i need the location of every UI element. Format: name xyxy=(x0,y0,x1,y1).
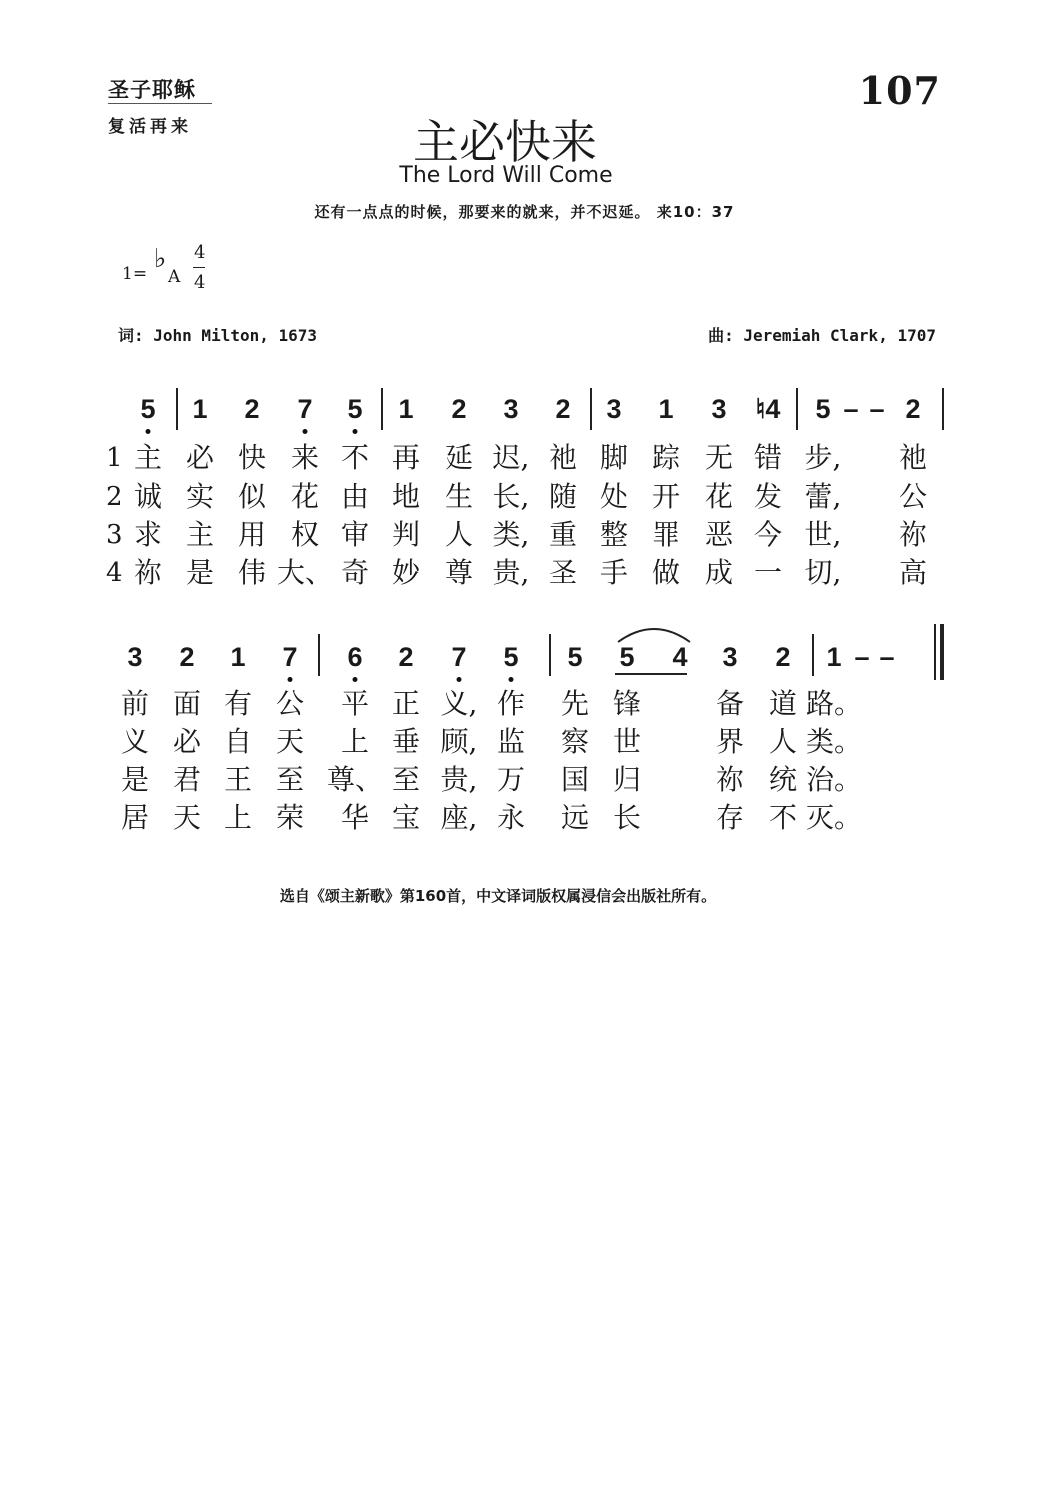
jianpu-note: 3 xyxy=(711,394,727,424)
lyric-char: 道 xyxy=(768,687,798,720)
jianpu-note: 1 xyxy=(658,394,674,424)
lyric-char: 必 xyxy=(172,725,202,758)
octave-dot-below xyxy=(146,429,151,434)
jianpu-note: 5 xyxy=(347,394,363,424)
lyric-char: 贵, xyxy=(492,556,530,589)
jianpu-note: 6 xyxy=(347,642,363,672)
lyric-char: 人 xyxy=(444,518,474,551)
lyric-char: 灭。 xyxy=(805,801,863,834)
lyric-char: 面 xyxy=(172,687,202,720)
lyric-char: 今 xyxy=(753,518,783,551)
lyric-char: 界 xyxy=(715,725,745,758)
lyricist-credit: 词: John Milton, 1673 xyxy=(118,326,318,345)
verse-number: 1 xyxy=(106,443,123,473)
eighth-note-underline xyxy=(615,673,687,675)
lyric-char: 垂 xyxy=(391,725,421,758)
jianpu-note: 4 xyxy=(672,642,688,672)
section-title: 圣子耶稣 xyxy=(108,77,196,102)
lyric-char: 义, xyxy=(440,687,478,720)
jianpu-note: 1 xyxy=(230,642,246,672)
lyric-char: 诚 xyxy=(133,480,163,513)
lyric-char: 随 xyxy=(548,480,578,513)
lyric-char: 先 xyxy=(560,687,590,720)
lyric-char: 生 xyxy=(444,480,474,513)
jianpu-note: 1 xyxy=(398,394,414,424)
lyric-char: 是 xyxy=(185,556,215,589)
bar-line xyxy=(942,388,944,430)
final-bar-thin xyxy=(934,624,936,680)
lyric-char: 权 xyxy=(290,518,320,551)
lyric-char: 尊 xyxy=(444,556,474,589)
lyric-char: 自 xyxy=(223,725,253,758)
lyric-char: 治。 xyxy=(805,763,863,796)
lyric-char: 延 xyxy=(444,441,474,474)
lyric-char: 发 xyxy=(753,480,783,513)
jianpu-note: 3 xyxy=(127,642,143,672)
lyric-char: 是 xyxy=(120,763,150,796)
bar-line xyxy=(590,388,592,430)
lyric-char: 不 xyxy=(340,441,370,474)
lyric-char: 前 xyxy=(120,687,150,720)
lyric-char: 座, xyxy=(440,801,478,834)
section-subtitle: 复活再来 xyxy=(108,117,192,137)
flat-icon: ♭ xyxy=(154,244,167,274)
lyric-char: 正 xyxy=(391,687,421,720)
lyric-char: 人 xyxy=(768,725,798,758)
bar-line xyxy=(796,388,798,430)
lyric-char: 实 xyxy=(185,480,215,513)
lyric-char: 迟, xyxy=(492,441,530,474)
lyric-char: 王 xyxy=(223,763,253,796)
lyric-char: 至 xyxy=(391,763,421,796)
lyric-char: 锋 xyxy=(612,687,642,720)
lyric-char: 踪 xyxy=(651,441,681,474)
lyric-char: 整 xyxy=(599,518,629,551)
octave-dot-below xyxy=(303,429,308,434)
lyric-char: 归 xyxy=(612,763,642,796)
jianpu-note: 2 xyxy=(398,642,414,672)
lyric-char: 祢 xyxy=(715,763,745,796)
lyric-char: 错 xyxy=(753,441,783,474)
lyric-char: 备 xyxy=(715,687,745,720)
lyric-char: 切, xyxy=(804,556,842,589)
bar-line xyxy=(812,634,814,676)
lyric-char: 做 xyxy=(651,556,681,589)
jianpu-note: 7 xyxy=(282,642,298,672)
lyric-char: 作 xyxy=(496,687,526,720)
lyric-char: 恶 xyxy=(704,518,734,551)
lyric-char: 手 xyxy=(599,556,629,589)
lyric-char: 奇 xyxy=(340,556,370,589)
jianpu-note: 2 xyxy=(451,394,467,424)
lyric-char: 上 xyxy=(223,801,253,834)
verse-number: 4 xyxy=(106,558,123,588)
lyric-char: 伟 xyxy=(237,556,267,589)
lyric-char: 君 xyxy=(172,763,202,796)
jianpu-note: 2 xyxy=(244,394,260,424)
lyric-char: 花 xyxy=(704,480,734,513)
bar-line xyxy=(176,388,178,430)
time-signature-bottom: 4 xyxy=(194,272,206,293)
lyric-char: 公 xyxy=(898,480,928,513)
lyric-char: 求 xyxy=(133,518,163,551)
bar-line xyxy=(318,634,320,676)
section-divider xyxy=(108,103,212,104)
lyric-char: 一 xyxy=(753,556,783,589)
jianpu-note: – xyxy=(854,642,870,672)
lyric-char: 永 xyxy=(496,801,526,834)
lyric-char: 统 xyxy=(768,763,798,796)
verse-number: 3 xyxy=(106,520,123,550)
jianpu-note: 2 xyxy=(555,394,571,424)
lyric-char: 必 xyxy=(185,441,215,474)
lyric-char: 快 xyxy=(237,441,267,474)
lyric-char: 长 xyxy=(612,801,642,834)
slur-arc xyxy=(618,629,690,642)
lyric-char: 审 xyxy=(340,518,370,551)
lyric-char: 祂 xyxy=(548,441,578,474)
lyric-char: 处 xyxy=(599,480,629,513)
lyric-char: 远 xyxy=(560,801,590,834)
lyric-char: 天 xyxy=(172,801,202,834)
lyric-char: 监 xyxy=(496,725,526,758)
lyric-char: 天 xyxy=(275,725,305,758)
octave-dot-below xyxy=(509,677,514,682)
lyric-char: 步, xyxy=(804,441,842,474)
lyric-char: 居 xyxy=(120,801,150,834)
lyric-char: 华 xyxy=(340,801,370,834)
final-bar-thick xyxy=(940,624,944,680)
lyric-char: 大、 xyxy=(276,556,334,589)
key-note: A xyxy=(168,267,181,287)
lyric-char: 不 xyxy=(768,801,798,834)
time-signature-top: 4 xyxy=(194,242,206,263)
lyric-char: 地 xyxy=(391,480,421,513)
lyric-char: 祢 xyxy=(898,518,928,551)
lyric-char: 至 xyxy=(275,763,305,796)
lyric-char: 世 xyxy=(612,725,642,758)
jianpu-note: 1 xyxy=(192,394,208,424)
bar-line xyxy=(549,634,551,676)
verse-number: 2 xyxy=(106,482,123,512)
lyric-char: 祂 xyxy=(898,441,928,474)
octave-dot-below xyxy=(457,677,462,682)
lyric-char: 类, xyxy=(492,518,530,551)
jianpu-note: 5 xyxy=(619,642,635,672)
jianpu-note: 7 xyxy=(297,394,313,424)
key-signature xyxy=(122,240,222,300)
lyric-char: 上 xyxy=(340,725,370,758)
jianpu-note: 1 xyxy=(826,642,842,672)
lyric-char: 贵, xyxy=(440,763,478,796)
lyric-char: 宝 xyxy=(391,801,421,834)
jianpu-note: 5 xyxy=(503,642,519,672)
lyric-char: 尊、 xyxy=(326,763,384,796)
lyric-char: 主 xyxy=(133,441,163,474)
lyric-char: 类。 xyxy=(805,725,863,758)
jianpu-note: 3 xyxy=(606,394,622,424)
lyric-char: 顾, xyxy=(440,725,478,758)
jianpu-note: 5 xyxy=(140,394,156,424)
hymn-title-chinese: 主必快来 xyxy=(413,115,597,169)
lyric-char: 有 xyxy=(223,687,253,720)
lyric-char: 罪 xyxy=(651,518,681,551)
lyric-char: 高 xyxy=(898,556,928,589)
jianpu-note: – xyxy=(843,394,859,424)
lyric-char: 长, xyxy=(492,480,530,513)
lyric-char: 开 xyxy=(651,480,681,513)
lyric-char: 万 xyxy=(496,763,526,796)
octave-dot-below xyxy=(288,677,293,682)
lyric-char: 脚 xyxy=(599,441,629,474)
jianpu-note: 2 xyxy=(905,394,921,424)
lyric-char: 主 xyxy=(185,518,215,551)
jianpu-note: 7 xyxy=(451,642,467,672)
composer-credit: 曲: Jeremiah Clark, 1707 xyxy=(708,326,936,345)
lyric-char: 花 xyxy=(290,480,320,513)
octave-dot-below xyxy=(353,429,358,434)
lyric-char: 世, xyxy=(804,518,842,551)
jianpu-note: 3 xyxy=(722,642,738,672)
lyric-char: 重 xyxy=(548,518,578,551)
lyric-char: 祢 xyxy=(133,556,163,589)
jianpu-note: 5 xyxy=(567,642,583,672)
lyric-char: 公 xyxy=(275,687,305,720)
jianpu-note: 5 xyxy=(815,394,831,424)
jianpu-note: 2 xyxy=(179,642,195,672)
lyric-char: 无 xyxy=(704,441,734,474)
lyric-char: 来 xyxy=(290,441,320,474)
lyric-char: 妙 xyxy=(391,556,421,589)
scripture-quote: 还有一点点的时候，那要来的就来，并不迟延。 来10：37 xyxy=(314,203,735,221)
jianpu-note: – xyxy=(869,394,885,424)
jianpu-note: – xyxy=(879,642,895,672)
bar-line xyxy=(381,388,383,430)
jianpu-note: ♮4 xyxy=(755,394,781,424)
lyric-char: 成 xyxy=(704,556,734,589)
jianpu-note: 2 xyxy=(775,642,791,672)
lyric-char: 再 xyxy=(391,441,421,474)
lyric-char: 国 xyxy=(560,763,590,796)
lyric-char: 路。 xyxy=(805,687,863,720)
hymn-title-english: The Lord Will Come xyxy=(399,163,613,188)
lyric-char: 由 xyxy=(340,480,370,513)
lyric-char: 存 xyxy=(715,801,745,834)
time-signature-line xyxy=(193,267,205,268)
octave-dot-below xyxy=(353,677,358,682)
lyric-char: 察 xyxy=(560,725,590,758)
lyric-char: 蕾, xyxy=(804,480,842,513)
jianpu-note: 3 xyxy=(503,394,519,424)
lyric-char: 用 xyxy=(237,518,267,551)
lyric-char: 平 xyxy=(340,687,370,720)
lyric-char: 圣 xyxy=(548,556,578,589)
lyric-char: 义 xyxy=(120,725,150,758)
lyric-char: 荣 xyxy=(275,801,305,834)
copyright-footer: 选自《颂主新歌》第160首，中文译词版权属浸信会出版社所有。 xyxy=(279,887,717,905)
slur-mark xyxy=(614,622,694,644)
lyric-char: 判 xyxy=(391,518,421,551)
lyric-char: 似 xyxy=(237,480,267,513)
key-prefix: 1= xyxy=(122,264,148,284)
hymn-number: 107 xyxy=(858,68,941,113)
